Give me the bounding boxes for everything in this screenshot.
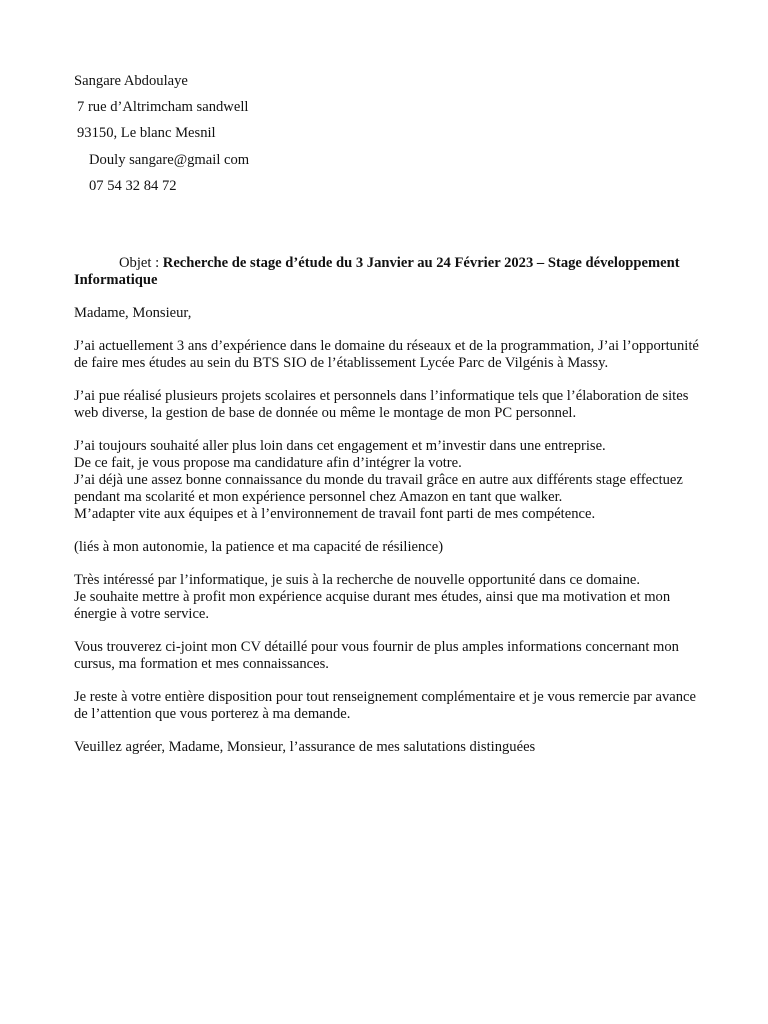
paragraph-line: J’ai toujours souhaité aller plus loin dans cet engagement et m’investir dans une entreprise. — [74, 438, 606, 454]
paragraph-line: Très intéressé par l’informatique, je suis à la recherche de nouvelle opportunité dans ce domaine. — [74, 572, 640, 588]
paragraph-line: De ce fait, je vous propose ma candidature afin d’intégrer la votre. — [74, 455, 462, 471]
paragraph-line: J’ai pue réalisé plusieurs projets scolaires et personnels dans l’informatique tels que l’élaboration de sites web diverse, la gestion de base de donnée ou même le montage de mon PC personnel. — [74, 388, 689, 421]
paragraph-cv — [74, 639, 699, 673]
sender-phone: 07 54 32 84 72 — [89, 178, 177, 194]
subject-text: Recherche de stage d’étude du 3 Janvier au 24 Février 2023 – Stage développement Informatique — [74, 255, 680, 288]
paragraph-line: J’ai actuellement 3 ans d’expérience dans le domaine du réseaux et de la programmation, J’ai l’opportunité de faire mes études au sein du BTS SIO de l’établissement Lycée Parc de Vilgénis à Massy. — [74, 338, 699, 371]
sender-email: Douly sangare@gmail com — [89, 152, 250, 168]
paragraph-line: (liés à mon autonomie, la patience et ma capacité de résilience) — [74, 539, 444, 555]
letter-subject — [74, 255, 694, 289]
sender-address-city: 93150, Le blanc Mesnil — [77, 125, 216, 141]
paragraph-projects — [74, 388, 699, 422]
subject-label: Objet : — [119, 255, 163, 271]
salutation: Madame, Monsieur, — [74, 305, 192, 321]
paragraph-motivation — [74, 438, 699, 523]
paragraph-line: Vous trouverez ci-joint mon CV détaillé pour vous fournir de plus amples informations concernant mon cursus, ma formation et mes connaissances. — [74, 639, 679, 672]
sender-address-street: 7 rue d’Altrimcham sandwell — [77, 99, 249, 115]
paragraph-line: Je reste à votre entière disposition pour tout renseignement complémentaire et je vous remercie par avance de l’attention que vous porterez à ma demande. — [74, 689, 697, 722]
paragraph-interest — [74, 572, 699, 623]
paragraph-availability — [74, 689, 699, 723]
paragraph-line: Je souhaite mettre à profit mon expérience acquise durant mes études, ainsi que ma motivation et mon énergie à votre service. — [74, 589, 671, 622]
letter-body — [74, 305, 699, 772]
sender-name: Sangare Abdoulaye — [74, 73, 188, 89]
closing: Veuillez agréer, Madame, Monsieur, l’assurance de mes salutations distinguées — [74, 739, 536, 755]
paragraph-line: M’adapter vite aux équipes et à l’environnement de travail font parti de mes compétence. — [74, 506, 596, 522]
paragraph-line: J’ai déjà une assez bonne connaissance du monde du travail grâce en autre aux différents stage effectuez pendant ma scolarité et mon expérience personnel chez Amazon en tant que walker. — [74, 472, 683, 505]
paragraph-qualities — [74, 539, 699, 556]
paragraph-experience — [74, 338, 699, 372]
